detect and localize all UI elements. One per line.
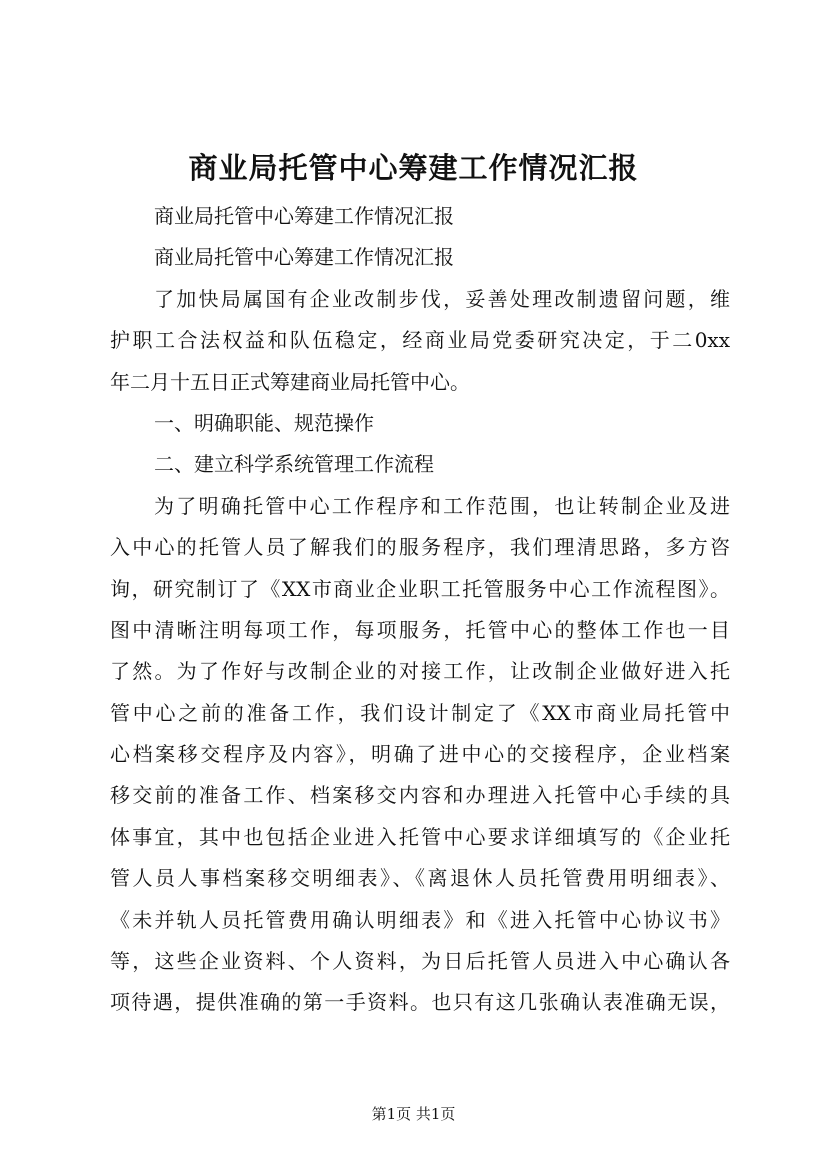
page-footer: 第1页 共1页 [371,1105,456,1123]
body-line: 了然。为了作好与改制企业的对接工作，让改制企业做好进入托 [110,659,730,684]
body-line: 为了明确托管中心工作程序和工作范围，也让转制企业及进 [154,493,730,518]
body-line: 心档案移交程序及内容》，明确了进中心的交接程序，企业档案 [110,742,730,767]
section-heading: 二、建立科学系统管理工作流程 [154,452,434,477]
document-body [110,196,730,1024]
section-heading: 一、明确职能、规范操作 [154,410,374,435]
body-line: 项待遇，提供准确的第一手资料。也只有这几张确认表准确无误， [110,990,730,1015]
body-line: 商业局托管中心筹建工作情况汇报 [154,245,454,270]
body-line: 图中清晰注明每项工作，每项服务，托管中心的整体工作也一目 [110,617,730,642]
body-line: 体事宜，其中也包括企业进入托管中心要求详细填写的《企业托 [110,824,730,849]
body-line: 管中心之前的准备工作，我们设计制定了《XX市商业局托管中 [110,700,730,725]
body-line: 护职工合法权益和队伍稳定，经商业局党委研究决定，于二0xx [110,328,730,353]
body-line: 管人员人事档案移交明细表》、《离退休人员托管费用明细表》、 [110,866,730,891]
body-line: 询，研究制订了《XX市商业企业职工托管服务中心工作流程图》。 [110,576,730,601]
body-line: 等，这些企业资料、个人资料，为日后托管人员进入中心确认各 [110,949,730,974]
body-line: 年二月十五日正式筹建商业局托管中心。 [110,369,470,394]
body-line: 移交前的准备工作、档案移交内容和办理进入托管中心手续的具 [110,783,730,808]
body-line: 《未并轨人员托管费用确认明细表》和《进入托管中心协议书》 [110,907,730,932]
body-line: 入中心的托管人员了解我们的服务程序，我们理清思路，多方咨 [110,535,730,560]
document-title: 商业局托管中心筹建工作情况汇报 [188,151,639,185]
body-line: 了加快局属国有企业改制步伐，妥善处理改制遗留问题，维 [154,286,730,311]
body-line: 商业局托管中心筹建工作情况汇报 [154,204,454,228]
